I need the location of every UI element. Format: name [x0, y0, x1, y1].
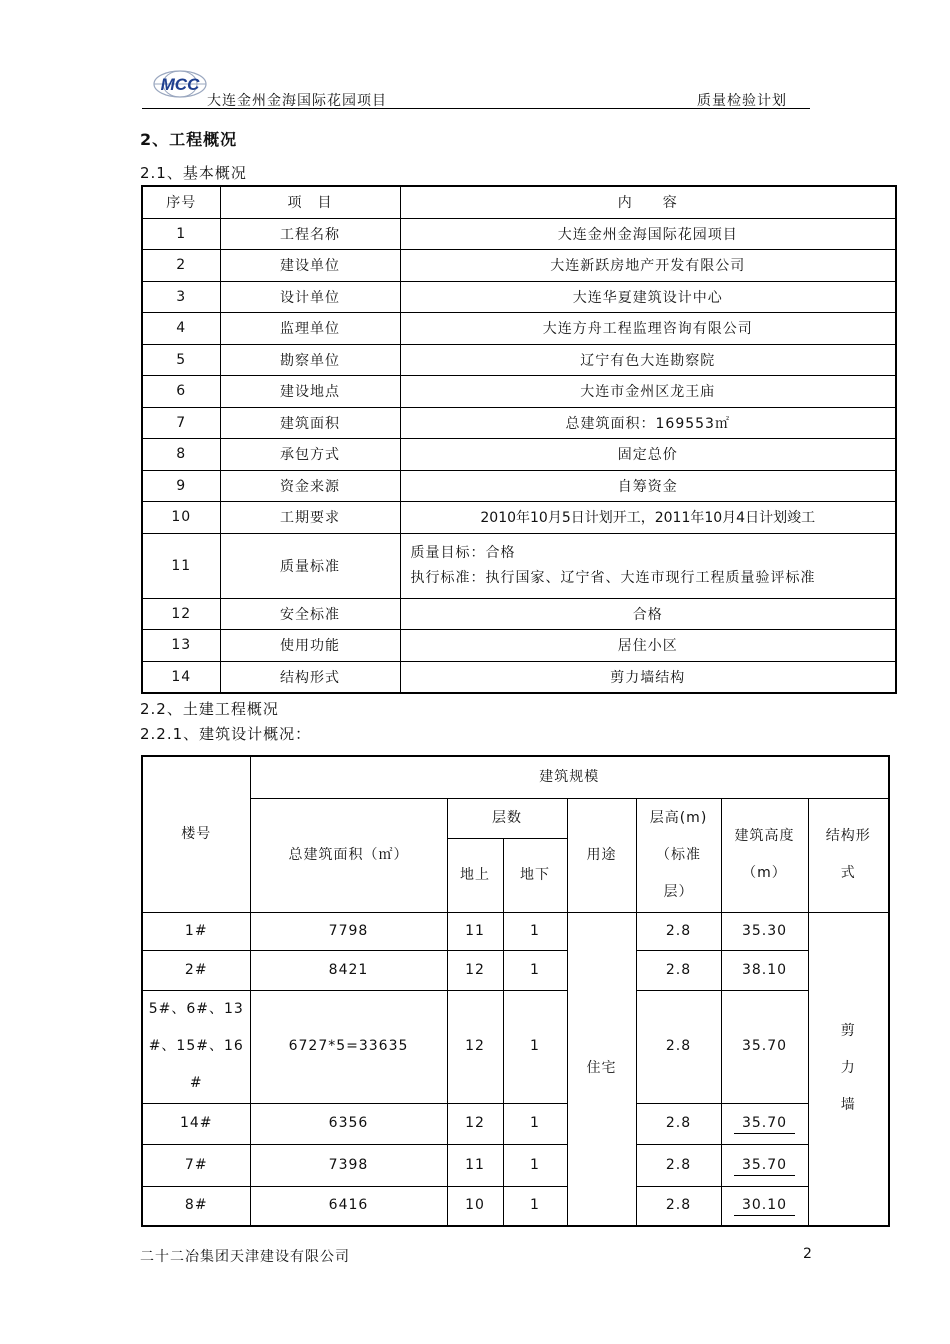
- building-height: 35.70: [721, 1103, 808, 1144]
- floors-above: 11: [447, 912, 503, 950]
- row-content: 大连市金州区龙王庙: [400, 376, 896, 408]
- quality-target: 质量目标：合格: [410, 544, 516, 561]
- row-content: [400, 533, 896, 598]
- subsection-design-overview: 2.2.1、建筑设计概况：: [140, 725, 312, 743]
- subsection-civil-overview: 2.2、土建工程概况: [140, 700, 279, 718]
- row-no: 14: [142, 661, 220, 693]
- row-no: 2: [142, 250, 220, 282]
- row-no: 8: [142, 439, 220, 471]
- table-row: [142, 912, 889, 950]
- table-row: [142, 1144, 889, 1186]
- row-content: 大连华夏建筑设计中心: [400, 281, 896, 313]
- use-cell: 住宅: [567, 912, 636, 1226]
- building-no: 2#: [142, 950, 250, 990]
- header-building-height: 建筑高度 （m）: [721, 798, 808, 912]
- building-height: 30.10: [721, 1186, 808, 1226]
- floors-above: 11: [447, 1144, 503, 1186]
- row-no: 13: [142, 630, 220, 662]
- row-item: 资金来源: [220, 470, 400, 502]
- row-no: 11: [142, 533, 220, 598]
- row-content: 2010年10月5日计划开工，2011年10月4日计划竣工: [400, 502, 896, 534]
- table-row: [142, 470, 896, 502]
- table-row: [142, 533, 896, 598]
- total-area: 6416: [250, 1186, 447, 1226]
- floors-below: 1: [503, 1186, 567, 1226]
- total-area: 6356: [250, 1103, 447, 1144]
- header-floors: 层数: [447, 798, 567, 838]
- row-item: 结构形式: [220, 661, 400, 693]
- building-height: 38.10: [721, 950, 808, 990]
- table-row: [142, 281, 896, 313]
- header-rule: [142, 108, 810, 109]
- row-no: 1: [142, 218, 220, 250]
- subsection-basic-overview: 2.1、基本概况: [140, 164, 247, 182]
- building-height: 35.70: [721, 1144, 808, 1186]
- row-no: 5: [142, 344, 220, 376]
- row-no: 9: [142, 470, 220, 502]
- floor-height: 2.8: [636, 1103, 721, 1144]
- header-building-no: 楼号: [142, 756, 250, 912]
- row-no: 3: [142, 281, 220, 313]
- table-row: [142, 661, 896, 693]
- row-item: 设计单位: [220, 281, 400, 313]
- basic-overview-table: [141, 185, 897, 694]
- header-doc-title: 质量检验计划: [697, 93, 787, 109]
- row-item: 承包方式: [220, 439, 400, 471]
- building-height: 35.70: [721, 990, 808, 1103]
- table-row: [142, 1103, 889, 1144]
- row-no: 10: [142, 502, 220, 534]
- row-item: 使用功能: [220, 630, 400, 662]
- floors-above: 12: [447, 1103, 503, 1144]
- table-row: [142, 950, 889, 990]
- floors-above: 12: [447, 990, 503, 1103]
- row-item: 质量标准: [220, 533, 400, 598]
- table-row: [142, 598, 896, 630]
- building-no: 8#: [142, 1186, 250, 1226]
- header-cell: 序号: [142, 186, 220, 218]
- row-item: 监理单位: [220, 313, 400, 345]
- building-no: 7#: [142, 1144, 250, 1186]
- building-no: 5#、6#、13 #、15#、16 #: [142, 990, 250, 1103]
- table-row: [142, 250, 896, 282]
- total-area: 6727*5=33635: [250, 990, 447, 1103]
- floors-above: 10: [447, 1186, 503, 1226]
- row-content: 固定总价: [400, 439, 896, 471]
- row-no: 7: [142, 407, 220, 439]
- building-height: 35.30: [721, 912, 808, 950]
- table-row: [142, 407, 896, 439]
- floors-below: 1: [503, 912, 567, 950]
- header-building-scale: 建筑规模: [250, 756, 889, 798]
- floor-height: 2.8: [636, 1186, 721, 1226]
- row-content: 大连金州金海国际花园项目: [400, 218, 896, 250]
- row-content: 总建筑面积：169553㎡: [400, 407, 896, 439]
- floor-height: 2.8: [636, 950, 721, 990]
- row-content: 大连新跃房地产开发有限公司: [400, 250, 896, 282]
- row-item: 工程名称: [220, 218, 400, 250]
- row-item: 建设地点: [220, 376, 400, 408]
- floor-height: 2.8: [636, 912, 721, 950]
- row-content: 居住小区: [400, 630, 896, 662]
- section-title: 2、工程概况: [140, 130, 238, 149]
- structure-cell: 剪 力 墙: [808, 912, 889, 1226]
- header-structure: 结构形 式: [808, 798, 889, 912]
- floors-below: 1: [503, 1103, 567, 1144]
- table-row: [142, 439, 896, 471]
- page-number: 2: [803, 1246, 812, 1262]
- table-row: [142, 376, 896, 408]
- row-content: 自筹资金: [400, 470, 896, 502]
- header-floor-height: 层高(m) （标准 层）: [636, 798, 721, 912]
- row-content: 合格: [400, 598, 896, 630]
- row-content: 剪力墙结构: [400, 661, 896, 693]
- row-no: 4: [142, 313, 220, 345]
- table-row: [142, 344, 896, 376]
- floor-height: 2.8: [636, 1144, 721, 1186]
- header-use: 用途: [567, 798, 636, 912]
- table-header-row: [142, 186, 896, 218]
- row-no: 6: [142, 376, 220, 408]
- header-above-ground: 地上: [447, 838, 503, 912]
- header-total-area: 总建筑面积（㎡）: [250, 798, 447, 912]
- table-row: [142, 313, 896, 345]
- row-item: 建设单位: [220, 250, 400, 282]
- table-row: [142, 630, 896, 662]
- floors-above: 12: [447, 950, 503, 990]
- row-no: 12: [142, 598, 220, 630]
- quality-standard: 执行标准：执行国家、辽宁省、大连市现行工程质量验评标准: [410, 569, 816, 586]
- building-design-table: [141, 755, 890, 1227]
- table-row: [142, 502, 896, 534]
- table-row: [142, 1186, 889, 1226]
- row-item: 勘察单位: [220, 344, 400, 376]
- table-header-row: [142, 798, 889, 838]
- total-area: 8421: [250, 950, 447, 990]
- table-header-row: [142, 756, 889, 798]
- table-row: [142, 990, 889, 1103]
- building-no: 14#: [142, 1103, 250, 1144]
- svg-text:MCC: MCC: [160, 75, 200, 94]
- table-row: [142, 218, 896, 250]
- header-cell: 项 目: [220, 186, 400, 218]
- floors-below: 1: [503, 950, 567, 990]
- floor-height: 2.8: [636, 990, 721, 1103]
- header-below-ground: 地下: [503, 838, 567, 912]
- building-no: 1#: [142, 912, 250, 950]
- floors-below: 1: [503, 1144, 567, 1186]
- header-project-name: 大连金州金海国际花园项目: [207, 93, 387, 109]
- row-item: 安全标准: [220, 598, 400, 630]
- row-content: 大连方舟工程监理咨询有限公司: [400, 313, 896, 345]
- footer-company: 二十二冶集团天津建设有限公司: [140, 1249, 350, 1265]
- row-content: 辽宁有色大连勘察院: [400, 344, 896, 376]
- header-cell: 内 容: [400, 186, 896, 218]
- floors-below: 1: [503, 990, 567, 1103]
- row-item: 建筑面积: [220, 407, 400, 439]
- mcc-logo: [150, 68, 210, 100]
- total-area: 7798: [250, 912, 447, 950]
- total-area: 7398: [250, 1144, 447, 1186]
- row-item: 工期要求: [220, 502, 400, 534]
